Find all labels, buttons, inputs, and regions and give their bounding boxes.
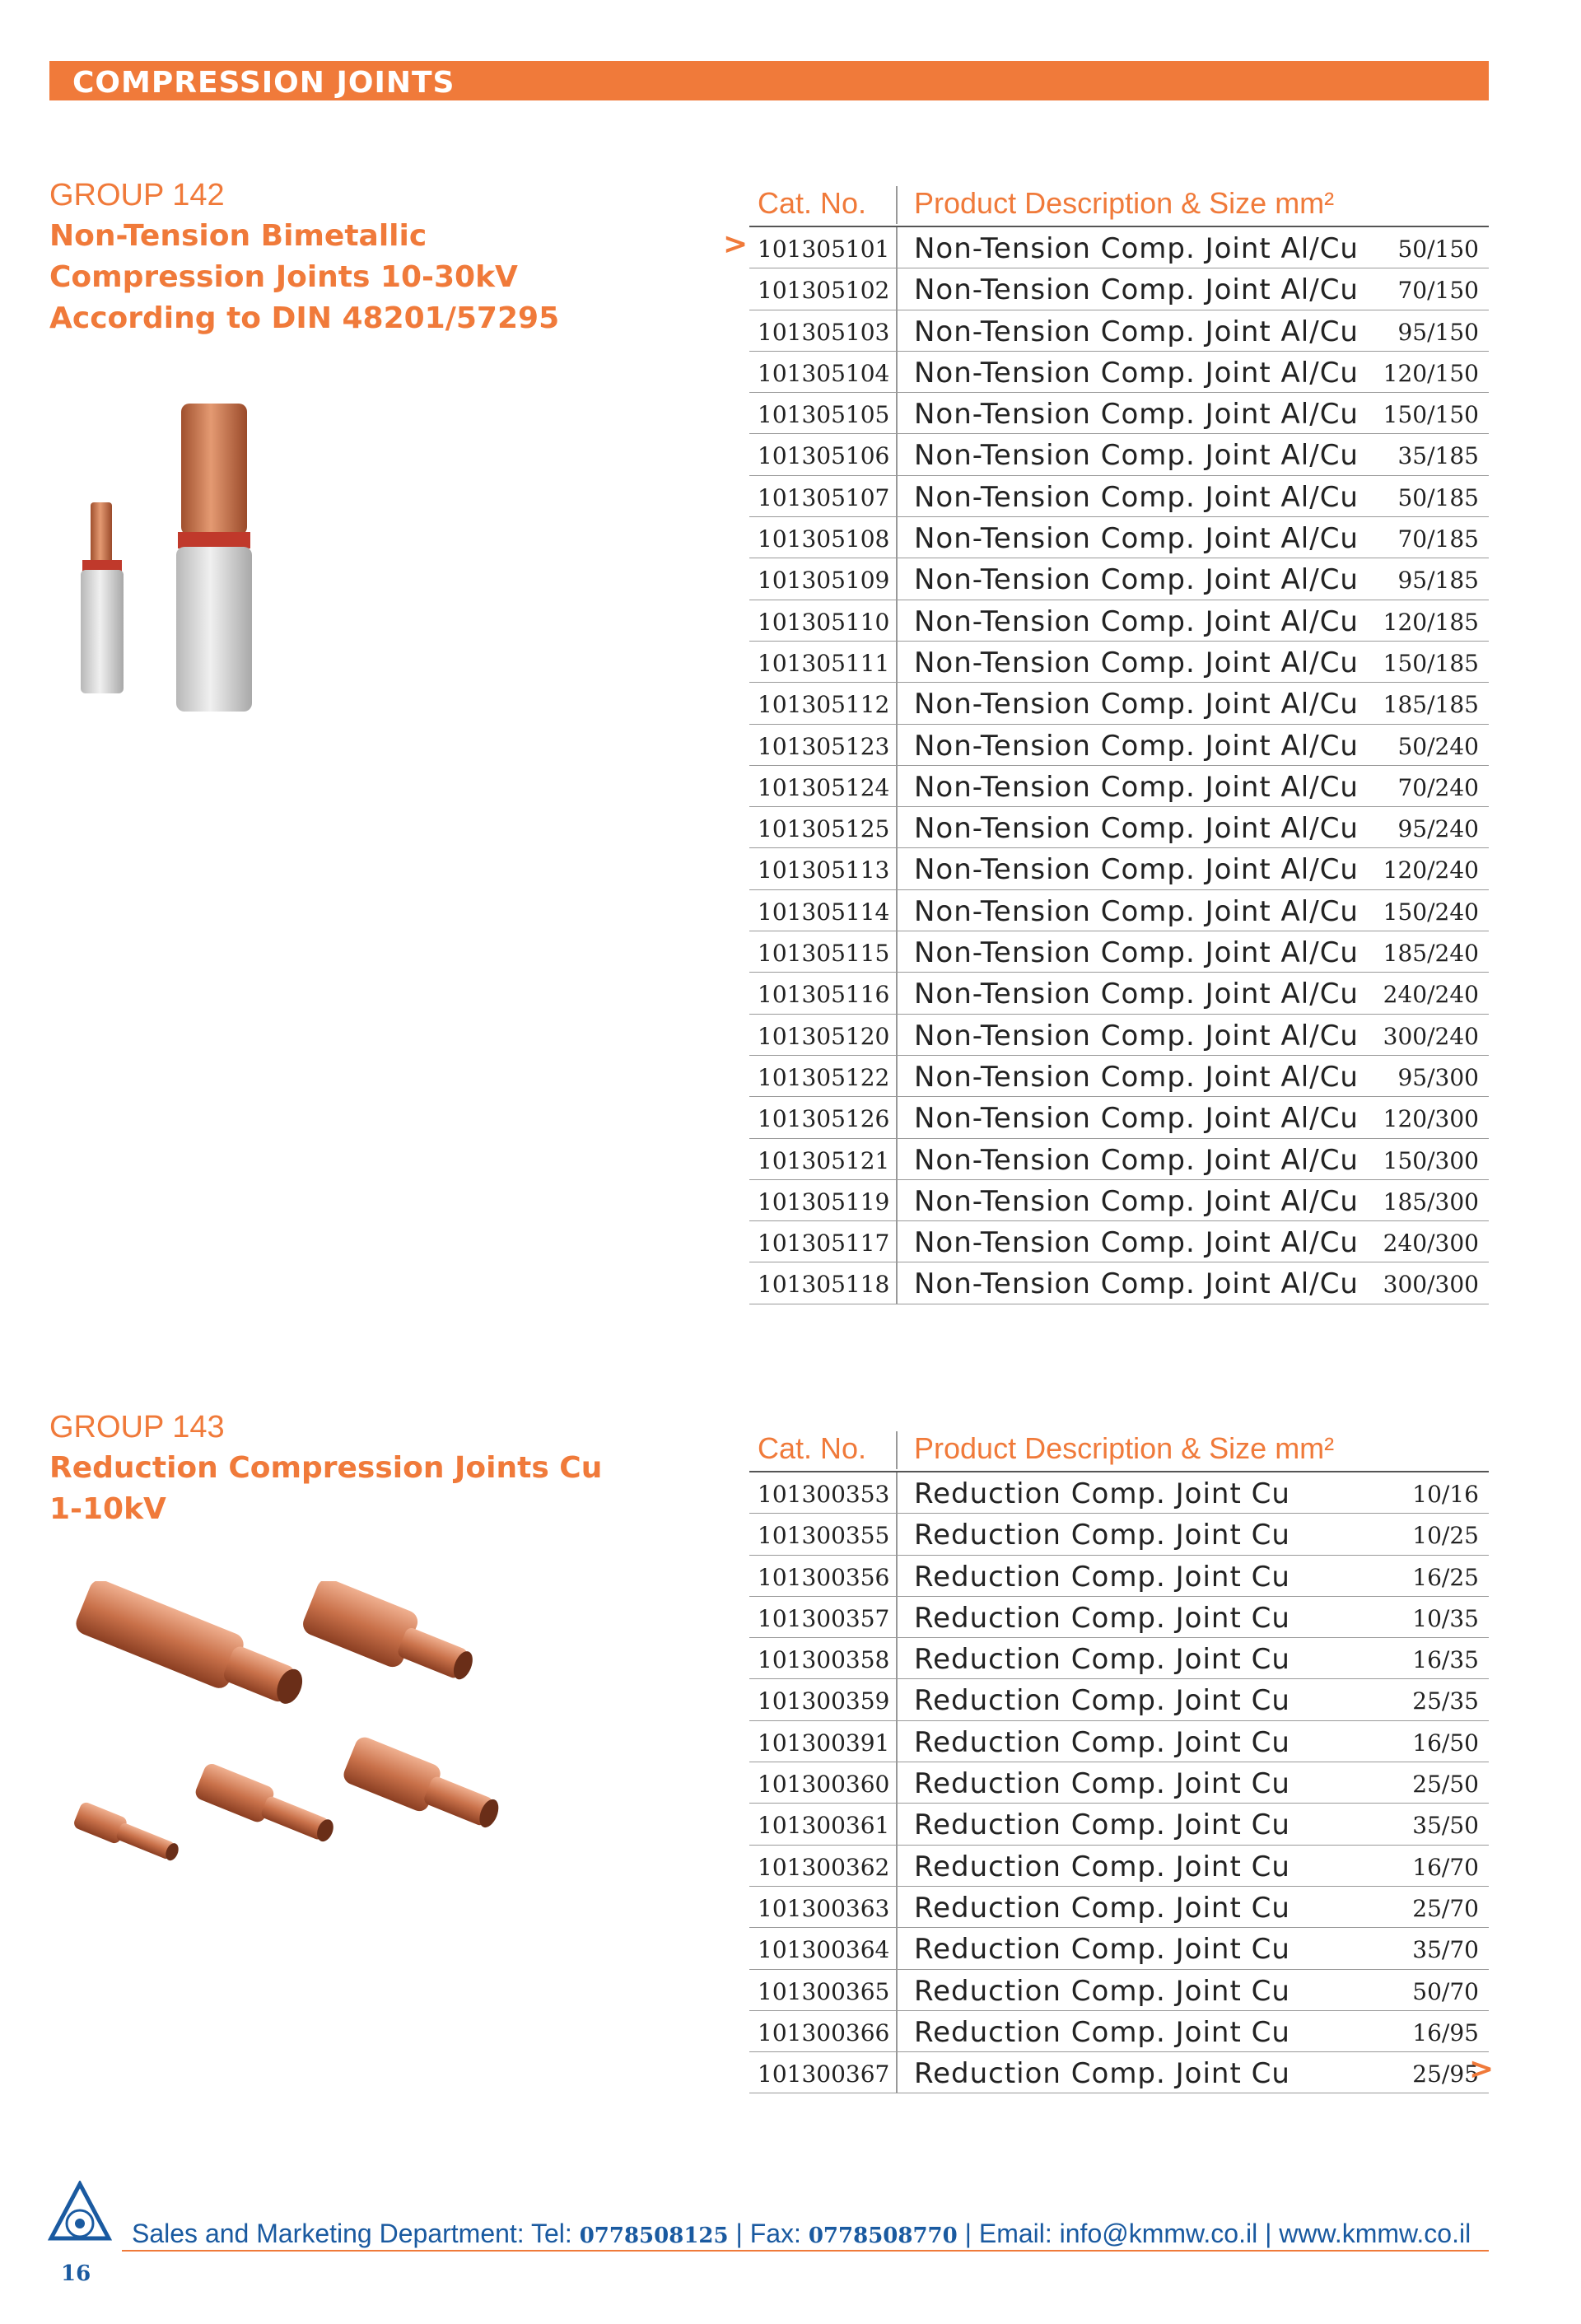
table-row — [749, 310, 1489, 352]
column-divider — [896, 1056, 898, 1096]
table-row — [749, 973, 1489, 1014]
cat-no-cell: 101300363 — [758, 1894, 890, 1922]
table-row — [749, 1597, 1489, 1638]
size-cell: 50/185 — [1397, 483, 1479, 511]
table-row — [749, 725, 1489, 766]
column-divider — [896, 1887, 898, 1927]
size-cell: 10/16 — [1412, 1481, 1479, 1508]
size-cell: 95/300 — [1397, 1063, 1479, 1091]
table-row — [749, 890, 1489, 931]
size-cell: 120/185 — [1383, 608, 1479, 636]
size-cell: 300/240 — [1383, 1022, 1479, 1050]
size-cell: 35/50 — [1412, 1812, 1479, 1840]
footer-tel: 0778508125 — [579, 2224, 729, 2248]
column-divider — [896, 1597, 898, 1637]
column-divider — [896, 1221, 898, 1262]
column-divider — [896, 1638, 898, 1678]
description-cell: Reduction Comp. Joint Cu — [914, 1560, 1290, 1594]
column-divider — [896, 1431, 898, 1469]
column-divider — [896, 1970, 898, 2010]
cat-no-cell: 101305110 — [758, 608, 890, 636]
group-title: Reduction Compression Joints Cu 1-10kV — [49, 1451, 603, 1526]
description-cell: Non-Tension Comp. Joint Al/Cu — [914, 1143, 1359, 1177]
cat-no-cell: 101300359 — [758, 1687, 890, 1715]
table-row — [749, 1097, 1489, 1138]
col-header-desc: Product Description & Size mm² — [914, 1431, 1335, 1465]
description-cell: Non-Tension Comp. Joint Al/Cu — [914, 356, 1359, 390]
column-divider — [896, 973, 898, 1013]
cat-no-cell: 101305108 — [758, 525, 890, 553]
description-cell: Reduction Comp. Joint Cu — [914, 1725, 1290, 1759]
group-label: GROUP 143 — [49, 1410, 225, 1444]
cat-no-cell: 101305117 — [758, 1230, 890, 1258]
column-divider — [896, 352, 898, 392]
size-cell: 185/300 — [1383, 1188, 1479, 1216]
column-divider — [896, 600, 898, 641]
column-divider — [896, 1721, 898, 1762]
cat-no-cell: 101300361 — [758, 1812, 890, 1840]
size-cell: 16/35 — [1412, 1646, 1479, 1674]
column-divider — [896, 393, 898, 433]
description-cell: Non-Tension Comp. Joint Al/Cu — [914, 688, 1359, 721]
section-title: COMPRESSION JOINTS — [72, 66, 455, 100]
table-row — [749, 1804, 1489, 1845]
size-cell: 16/95 — [1412, 2018, 1479, 2046]
column-divider — [896, 1804, 898, 1844]
description-cell: Non-Tension Comp. Joint Al/Cu — [914, 1060, 1359, 1094]
column-divider — [896, 642, 898, 682]
bimetallic-joints-image — [66, 395, 264, 741]
column-divider — [896, 1556, 898, 1596]
cat-no-cell: 101305101 — [758, 236, 890, 263]
cat-no-cell: 101305107 — [758, 483, 890, 511]
group-142-table — [749, 180, 1489, 1304]
table-row — [749, 1514, 1489, 1555]
cat-no-cell: 101305116 — [758, 981, 890, 1009]
cat-no-cell: 101305103 — [758, 318, 890, 346]
description-cell: Non-Tension Comp. Joint Al/Cu — [914, 480, 1359, 514]
group-142-heading — [49, 175, 675, 339]
cat-no-cell: 101305105 — [758, 401, 890, 429]
column-divider — [896, 1262, 898, 1303]
size-cell: 95/150 — [1397, 318, 1479, 346]
table-row — [749, 1262, 1489, 1304]
table-row — [749, 1638, 1489, 1679]
cat-no-cell: 101300391 — [758, 1729, 890, 1757]
description-cell: Non-Tension Comp. Joint Al/Cu — [914, 729, 1359, 763]
size-cell: 300/300 — [1383, 1271, 1479, 1299]
prev-arrow-icon[interactable]: > — [723, 227, 749, 261]
table-row — [749, 1928, 1489, 1969]
column-divider — [896, 1015, 898, 1055]
description-cell: Non-Tension Comp. Joint Al/Cu — [914, 646, 1359, 679]
table-row — [749, 1015, 1489, 1056]
table-row — [749, 393, 1489, 434]
size-cell: 185/240 — [1383, 940, 1479, 968]
table-row — [749, 766, 1489, 807]
table-row — [749, 1139, 1489, 1180]
cat-no-cell: 101300362 — [758, 1853, 890, 1881]
column-divider — [896, 2011, 898, 2051]
size-cell: 150/300 — [1383, 1146, 1479, 1174]
table-row — [749, 807, 1489, 848]
footer-fax-label: | Fax: — [728, 2219, 809, 2248]
table-row — [749, 227, 1489, 268]
size-cell: 16/25 — [1412, 1563, 1479, 1591]
table-row — [749, 642, 1489, 683]
size-cell: 150/150 — [1383, 401, 1479, 429]
size-cell: 35/185 — [1397, 442, 1479, 470]
size-cell: 10/35 — [1412, 1604, 1479, 1632]
column-divider — [896, 310, 898, 351]
column-divider — [896, 1097, 898, 1137]
cat-no-cell: 101300366 — [758, 2018, 890, 2046]
cat-no-cell: 101300355 — [758, 1522, 890, 1550]
description-cell: Reduction Comp. Joint Cu — [914, 1767, 1290, 1801]
cat-no-cell: 101305118 — [758, 1271, 890, 1299]
cat-no-cell: 101305119 — [758, 1188, 890, 1216]
col-header-desc: Product Description & Size mm² — [914, 186, 1335, 220]
description-cell: Non-Tension Comp. Joint Al/Cu — [914, 770, 1359, 804]
cat-no-cell: 101300356 — [758, 1563, 890, 1591]
description-cell: Reduction Comp. Joint Cu — [914, 2015, 1290, 2049]
table-row — [749, 1721, 1489, 1762]
size-cell: 25/70 — [1412, 1894, 1479, 1922]
description-cell: Non-Tension Comp. Joint Al/Cu — [914, 563, 1359, 597]
description-cell: Reduction Comp. Joint Cu — [914, 2057, 1290, 2091]
cat-no-cell: 101305124 — [758, 773, 890, 801]
table-row — [749, 1180, 1489, 1221]
cat-no-cell: 101305113 — [758, 856, 890, 884]
table-row — [749, 1846, 1489, 1887]
cat-no-cell: 101300364 — [758, 1936, 890, 1964]
size-cell: 16/50 — [1412, 1729, 1479, 1757]
table-row — [749, 1887, 1489, 1928]
table-row — [749, 2011, 1489, 2052]
table-header — [749, 1425, 1489, 1472]
page-number: 16 — [61, 2261, 91, 2286]
group-title: Non-Tension Bimetallic Compression Joints 10-30kV According to DIN 48201/57295 — [49, 219, 560, 335]
size-cell: 25/95 — [1412, 2060, 1479, 2088]
cat-no-cell: 101305125 — [758, 815, 890, 843]
description-cell: Non-Tension Comp. Joint Al/Cu — [914, 522, 1359, 556]
table-row — [749, 352, 1489, 393]
description-cell: Non-Tension Comp. Joint Al/Cu — [914, 315, 1359, 348]
size-cell: 150/185 — [1383, 649, 1479, 677]
column-divider — [896, 766, 898, 806]
cat-no-cell: 101305104 — [758, 359, 890, 387]
reduction-joints-image — [58, 1581, 568, 1911]
column-divider — [896, 268, 898, 309]
table-row — [749, 558, 1489, 600]
footer-fax: 0778508770 — [808, 2224, 958, 2248]
column-divider — [896, 848, 898, 889]
size-cell: 95/185 — [1397, 567, 1479, 595]
column-divider — [896, 227, 898, 268]
column-divider — [896, 1846, 898, 1886]
column-divider — [896, 683, 898, 723]
description-cell: Reduction Comp. Joint Cu — [914, 1601, 1290, 1635]
table-row — [749, 683, 1489, 724]
company-logo — [48, 2181, 112, 2256]
table-row — [749, 1472, 1489, 1514]
description-cell: Reduction Comp. Joint Cu — [914, 1933, 1290, 1967]
description-cell: Non-Tension Comp. Joint Al/Cu — [914, 273, 1359, 307]
footer-links: | Email: info@kmmw.co.il | www.kmmw.co.il — [957, 2219, 1471, 2248]
table-row — [749, 517, 1489, 558]
table-row — [749, 1556, 1489, 1597]
size-cell: 240/300 — [1383, 1230, 1479, 1258]
group-143-heading — [49, 1407, 675, 1530]
column-divider — [896, 476, 898, 516]
cat-no-cell: 101305120 — [758, 1022, 890, 1050]
table-row — [749, 434, 1489, 475]
section-header-bar — [49, 61, 1489, 100]
size-cell: 10/25 — [1412, 1522, 1479, 1550]
table-header — [749, 180, 1489, 227]
cat-no-cell: 101305121 — [758, 1146, 890, 1174]
description-cell: Non-Tension Comp. Joint Al/Cu — [914, 398, 1359, 432]
cat-no-cell: 101300367 — [758, 2060, 890, 2088]
table-row — [749, 268, 1489, 310]
size-cell: 95/240 — [1397, 815, 1479, 843]
table-row — [749, 2052, 1489, 2093]
column-divider — [896, 1928, 898, 1968]
size-cell: 240/240 — [1383, 981, 1479, 1009]
cat-no-cell: 101300365 — [758, 1977, 890, 2005]
table-row — [749, 848, 1489, 889]
description-cell: Non-Tension Comp. Joint Al/Cu — [914, 604, 1359, 638]
table-row — [749, 600, 1489, 642]
size-cell: 25/35 — [1412, 1687, 1479, 1715]
col-header-cat: Cat. No. — [758, 186, 867, 220]
description-cell: Non-Tension Comp. Joint Al/Cu — [914, 936, 1359, 970]
column-divider — [896, 2052, 898, 2093]
column-divider — [896, 890, 898, 931]
cat-no-cell: 101305123 — [758, 732, 890, 760]
column-divider — [896, 1180, 898, 1220]
table-row — [749, 1762, 1489, 1804]
description-cell: Reduction Comp. Joint Cu — [914, 1519, 1290, 1552]
size-cell: 150/240 — [1383, 898, 1479, 926]
column-divider — [896, 186, 898, 224]
column-divider — [896, 1514, 898, 1554]
table-row — [749, 1221, 1489, 1262]
description-cell: Non-Tension Comp. Joint Al/Cu — [914, 232, 1359, 265]
description-cell: Non-Tension Comp. Joint Al/Cu — [914, 1184, 1359, 1218]
size-cell: 70/185 — [1397, 525, 1479, 553]
column-divider — [896, 807, 898, 847]
size-cell: 50/240 — [1397, 732, 1479, 760]
cat-no-cell: 101300358 — [758, 1646, 890, 1674]
cat-no-cell: 101305112 — [758, 691, 890, 719]
column-divider — [896, 1762, 898, 1803]
cat-no-cell: 101300360 — [758, 1771, 890, 1799]
description-cell: Non-Tension Comp. Joint Al/Cu — [914, 853, 1359, 887]
cat-no-cell: 101305126 — [758, 1105, 890, 1133]
size-cell: 185/185 — [1383, 691, 1479, 719]
column-divider — [896, 1139, 898, 1179]
footer-divider — [122, 2250, 1489, 2252]
description-cell: Reduction Comp. Joint Cu — [914, 1643, 1290, 1677]
size-cell: 50/70 — [1412, 1977, 1479, 2005]
column-divider — [896, 558, 898, 599]
table-row — [749, 476, 1489, 517]
group-143-table — [749, 1425, 1489, 2093]
description-cell: Reduction Comp. Joint Cu — [914, 1808, 1290, 1842]
size-cell: 120/240 — [1383, 856, 1479, 884]
description-cell: Non-Tension Comp. Joint Al/Cu — [914, 1267, 1359, 1301]
cat-no-cell: 101305115 — [758, 940, 890, 968]
table-row — [749, 1056, 1489, 1097]
description-cell: Reduction Comp. Joint Cu — [914, 1477, 1290, 1510]
cat-no-cell: 101305106 — [758, 442, 890, 470]
description-cell: Non-Tension Comp. Joint Al/Cu — [914, 1226, 1359, 1260]
cat-no-cell: 101305109 — [758, 567, 890, 595]
cat-no-cell: 101305102 — [758, 277, 890, 305]
cat-no-cell: 101300353 — [758, 1481, 890, 1508]
cat-no-cell: 101305111 — [758, 649, 890, 677]
column-divider — [896, 1472, 898, 1513]
description-cell: Non-Tension Comp. Joint Al/Cu — [914, 1102, 1359, 1136]
column-divider — [896, 725, 898, 765]
table-row — [749, 1970, 1489, 2011]
table-row — [749, 931, 1489, 973]
description-cell: Reduction Comp. Joint Cu — [914, 1891, 1290, 1925]
description-cell: Reduction Comp. Joint Cu — [914, 1850, 1290, 1883]
footer-dept: Sales and Marketing Department: Tel: — [132, 2219, 580, 2248]
size-cell: 50/150 — [1397, 236, 1479, 263]
size-cell: 70/150 — [1397, 277, 1479, 305]
cat-no-cell: 101300357 — [758, 1604, 890, 1632]
size-cell: 120/300 — [1383, 1105, 1479, 1133]
cat-no-cell: 101305114 — [758, 898, 890, 926]
description-cell: Non-Tension Comp. Joint Al/Cu — [914, 1019, 1359, 1052]
size-cell: 70/240 — [1397, 773, 1479, 801]
description-cell: Non-Tension Comp. Joint Al/Cu — [914, 812, 1359, 846]
col-header-cat: Cat. No. — [758, 1431, 867, 1465]
next-arrow-icon[interactable]: > — [1469, 2052, 1495, 2086]
size-cell: 16/70 — [1412, 1853, 1479, 1881]
cat-no-cell: 101305122 — [758, 1063, 890, 1091]
table-row — [749, 1679, 1489, 1720]
description-cell: Reduction Comp. Joint Cu — [914, 1974, 1290, 2008]
column-divider — [896, 1679, 898, 1720]
description-cell: Non-Tension Comp. Joint Al/Cu — [914, 439, 1359, 473]
size-cell: 25/50 — [1412, 1771, 1479, 1799]
group-label: GROUP 142 — [49, 178, 225, 212]
description-cell: Non-Tension Comp. Joint Al/Cu — [914, 978, 1359, 1011]
description-cell: Reduction Comp. Joint Cu — [914, 1684, 1290, 1718]
size-cell: 120/150 — [1383, 359, 1479, 387]
column-divider — [896, 434, 898, 474]
size-cell: 35/70 — [1412, 1936, 1479, 1964]
column-divider — [896, 517, 898, 558]
column-divider — [896, 931, 898, 972]
description-cell: Non-Tension Comp. Joint Al/Cu — [914, 894, 1359, 928]
footer-contact — [132, 2219, 1471, 2249]
